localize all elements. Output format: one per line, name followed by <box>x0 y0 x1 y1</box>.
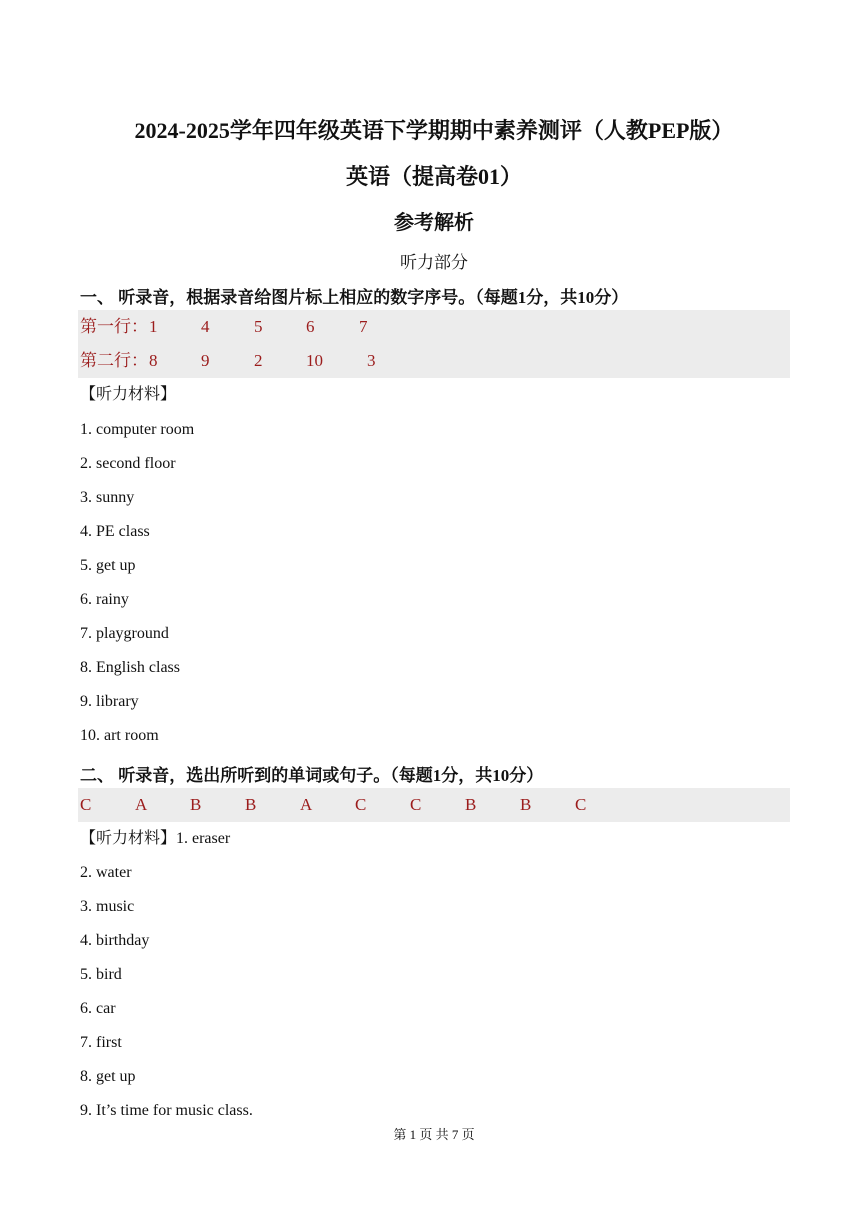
list-item: 7. playground <box>80 625 169 642</box>
list-item: 8. get up <box>80 1068 136 1085</box>
list-item: 4. PE class <box>80 523 150 540</box>
answer: B <box>190 795 202 814</box>
list-item: 10. art room <box>80 727 159 744</box>
list-item: 2. water <box>80 864 132 881</box>
answer: C <box>355 795 367 814</box>
answer: 6 <box>306 317 315 336</box>
answer-highlight-2 <box>78 788 790 822</box>
answer: C <box>410 795 422 814</box>
answer: 8 <box>149 351 158 370</box>
list-item: 9. It’s time for music class. <box>80 1102 253 1119</box>
list-item: 6. car <box>80 1000 116 1017</box>
list-item: 7. first <box>80 1034 122 1051</box>
answer: 5 <box>254 317 263 336</box>
answer: 3 <box>367 351 376 370</box>
answer: 2 <box>254 351 263 370</box>
row-label: 第一行： <box>80 317 148 336</box>
material-label: 【听力材料】1. eraser <box>80 830 231 847</box>
list-item: 4. birthday <box>80 932 150 949</box>
answer: 7 <box>359 317 368 336</box>
answer: C <box>575 795 587 814</box>
material-label: 【听力材料】 <box>80 386 177 403</box>
list-item: 3. music <box>80 898 135 915</box>
answer: A <box>300 795 313 814</box>
answer-key-heading: 参考解析 <box>394 212 474 234</box>
document-subtitle: 英语（提高卷01） <box>345 164 522 189</box>
list-item: 3. sunny <box>80 489 135 506</box>
list-item: 8. English class <box>80 659 180 676</box>
answer: B <box>465 795 477 814</box>
answer: 1 <box>149 317 158 336</box>
list-item: 2. second floor <box>80 455 176 472</box>
document-title: 2024-2025学年四年级英语下学期期中素养测评（人教PEP版） <box>134 118 734 143</box>
answer: 10 <box>306 351 323 370</box>
section-1-heading: 一、 听录音，根据录音给图片标上相应的数字序号。（每题1分，共10分） <box>80 288 629 307</box>
answer: 4 <box>201 317 210 336</box>
list-item: 6. rainy <box>80 591 129 608</box>
part-heading: 听力部分 <box>400 253 468 272</box>
answer: B <box>245 795 257 814</box>
answer-highlight-1 <box>78 310 790 378</box>
list-item: 1. computer room <box>80 421 195 438</box>
answer: 9 <box>201 351 210 370</box>
row-label: 第二行： <box>80 351 148 370</box>
list-item: 5. bird <box>80 966 122 983</box>
answer: B <box>520 795 532 814</box>
list-item: 9. library <box>80 693 139 710</box>
section-2-heading: 二、 听录音，选出所听到的单词或句子。（每题1分，共10分） <box>80 766 544 785</box>
answer: C <box>80 795 92 814</box>
list-item: 5. get up <box>80 557 136 574</box>
answer: A <box>135 795 148 814</box>
page-footer: 第 1 页 共 7 页 <box>393 1127 475 1142</box>
